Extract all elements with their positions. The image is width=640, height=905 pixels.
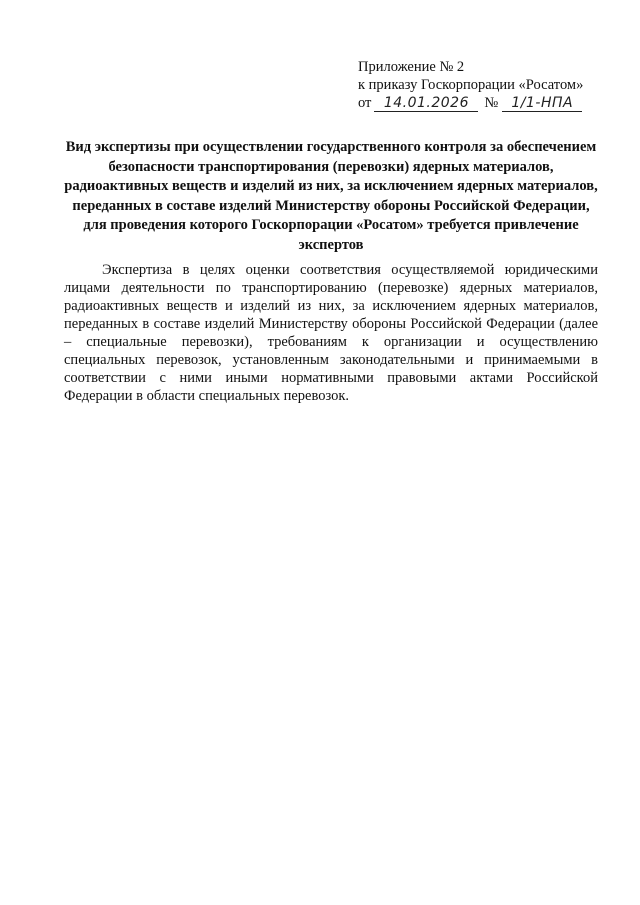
order-number-handwritten: 1/1-НПА [502,96,582,112]
order-reference: к приказу Госкорпорации «Росатом» [358,77,584,93]
appendix-header [358,58,628,112]
order-date-number-line [358,94,628,112]
appendix-number: Приложение № 2 [358,59,465,75]
from-label: от [358,95,372,111]
body-paragraph: Экспертиза в целях оценки соответствия осуществляемой юридическими лицами деятельности по транспортированию (перевозке) ядерных материалов, радиоактивных веществ и изделий из них, за исключением ядерных материалов, переданных в составе изделий Министерству обороны Российской Федерации (далее – специальные перевозки), требованиям к организации и осуществлению специальных перевозок, установленным законодательными и принимаемыми в соответствии с ними иными нормативными правовыми актами Российской Федерации в области специальных перевозок. [64,262,598,404]
order-date-handwritten: 14.01.2026 [374,96,478,112]
number-label: № [484,95,499,111]
document-title: Вид экспертизы при осуществлении государственного контроля за обеспечением безопасности транспортирования (перевозки) ядерных материалов, радиоактивных веществ и изделий из них, за исключением ядерных материалов, переданных в составе изделий Министерству обороны Российской Федерации, для проведения которого Госкорпорации «Росатом» требуется привлечение экспертов [64,139,598,253]
